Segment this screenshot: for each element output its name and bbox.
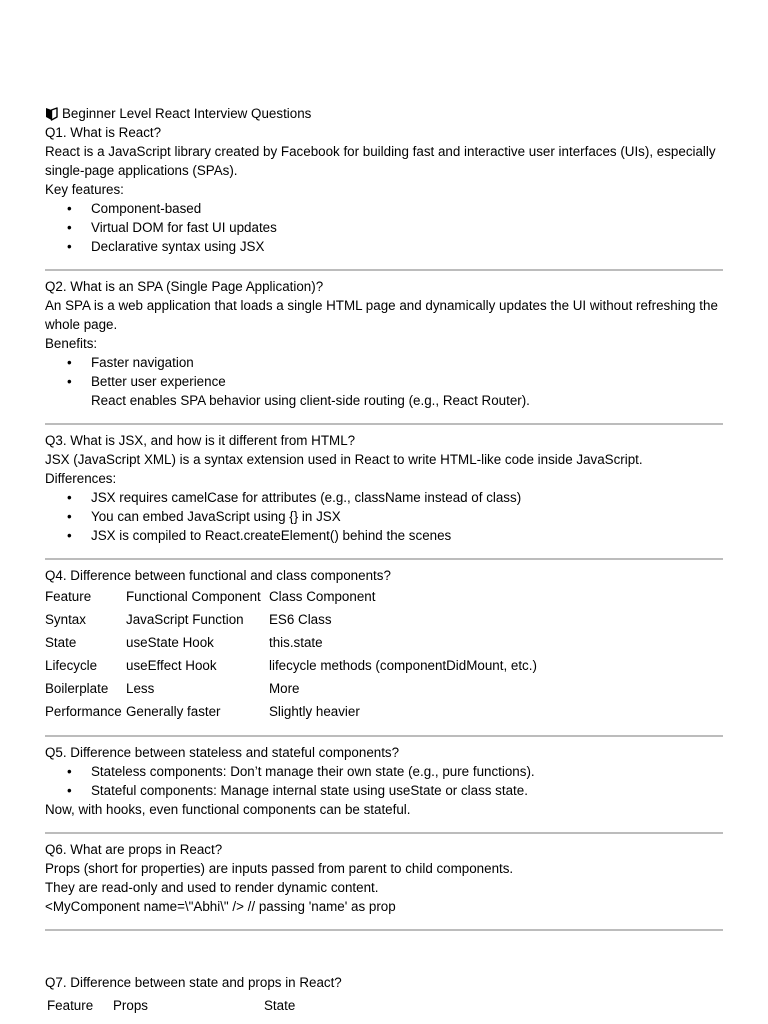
table-cell: Boilerplate (45, 681, 109, 696)
list-item: • You can embed JavaScript using {} in JSX (45, 507, 725, 526)
q2-note: React enables SPA behavior using client-side routing (e.g., React Router). (91, 393, 530, 408)
table-cell: this.state (269, 635, 323, 650)
table-cell: Lifecycle (45, 658, 98, 673)
q7-comparison-table (45, 992, 297, 1019)
table-header-row (45, 585, 537, 608)
divider (45, 558, 723, 560)
q2-question: Q2. What is an SPA (Single Page Application)? (45, 279, 324, 294)
list-item: • Stateful components: Manage internal state using useState or class state. (45, 781, 725, 800)
table-cell: JavaScript Function (126, 612, 244, 627)
q6-question: Q6. What are props in React? (45, 842, 223, 857)
q2-benefits-label: Benefits: (45, 336, 98, 351)
table-row (45, 608, 537, 631)
table-cell: Slightly heavier (269, 704, 360, 719)
q4-question: Q4. Difference between functional and class components? (45, 568, 391, 583)
divider (45, 735, 723, 737)
q1-answer: React is a JavaScript library created by Facebook for building fast and interactive user interfaces (UIs), especially single-page applications (SPAs). (45, 144, 716, 178)
beginner-mark-icon (45, 107, 58, 121)
table-header-cell: Class Component (269, 589, 376, 604)
table-header-row (47, 994, 295, 1017)
list-item: • Better user experience (45, 372, 725, 391)
q2-benefit-list (45, 353, 725, 410)
table-row (45, 677, 537, 700)
q6-line-1: Props (short for properties) are inputs passed from parent to child components. (45, 861, 514, 876)
q1-feature-list (45, 199, 725, 256)
list-item: • Stateless components: Don’t manage their own state (e.g., pure functions). (45, 762, 725, 781)
table-row (45, 631, 537, 654)
page-title (45, 104, 725, 123)
document-page (45, 104, 725, 1019)
table-header-cell: State (264, 998, 296, 1013)
table-header-cell: Functional Component (126, 589, 261, 604)
table-cell: Syntax (45, 612, 86, 627)
table-cell: Generally faster (126, 704, 221, 719)
table-cell: More (269, 681, 300, 696)
q7-question: Q7. Difference between state and props in React? (45, 975, 342, 990)
table-cell: useEffect Hook (126, 658, 217, 673)
table-header-cell: Feature (45, 589, 92, 604)
table-cell: State (45, 635, 77, 650)
table-row (45, 700, 537, 723)
table-cell: Less (126, 681, 155, 696)
list-item: • JSX is compiled to React.createElement() behind the scenes (45, 526, 725, 545)
q1-question: Q1. What is React? (45, 125, 162, 140)
list-item: • Component-based (45, 199, 725, 218)
page-title-text: Beginner Level React Interview Questions (62, 106, 312, 121)
table-row (45, 654, 537, 677)
table-header-cell: Props (113, 998, 148, 1013)
divider (45, 269, 723, 271)
q4-comparison-table (45, 585, 537, 723)
q5-note: Now, with hooks, even functional components can be stateful. (45, 802, 411, 817)
list-item: • Declarative syntax using JSX (45, 237, 725, 256)
list-item: • JSX requires camelCase for attributes (e.g., className instead of class) (45, 488, 725, 507)
q3-difference-list (45, 488, 725, 545)
list-item: • Faster navigation (45, 353, 725, 372)
q3-question: Q3. What is JSX, and how is it different from HTML? (45, 433, 356, 448)
q2-answer: An SPA is a web application that loads a single HTML page and dynamically updates the UI without refreshing the whole page. (45, 298, 718, 332)
q3-differences-label: Differences: (45, 471, 117, 486)
table-cell: lifecycle methods (componentDidMount, etc.) (269, 658, 537, 673)
table-cell: ES6 Class (269, 612, 332, 627)
table-header-cell: Feature (47, 998, 94, 1013)
list-item: • Virtual DOM for fast UI updates (45, 218, 725, 237)
table-cell: useState Hook (126, 635, 214, 650)
q5-list (45, 762, 725, 800)
divider (45, 929, 723, 931)
q3-answer: JSX (JavaScript XML) is a syntax extension used in React to write HTML-like code inside JavaScript. (45, 452, 643, 467)
table-cell: Performance (45, 704, 122, 719)
q6-line-2: They are read-only and used to render dynamic content. (45, 880, 379, 895)
divider (45, 832, 723, 834)
divider (45, 423, 723, 425)
q5-question: Q5. Difference between stateless and stateful components? (45, 745, 400, 760)
q1-key-features-label: Key features: (45, 182, 124, 197)
q6-code-example: <MyComponent name=\"Abhi\" /> // passing 'name' as prop (45, 899, 396, 914)
